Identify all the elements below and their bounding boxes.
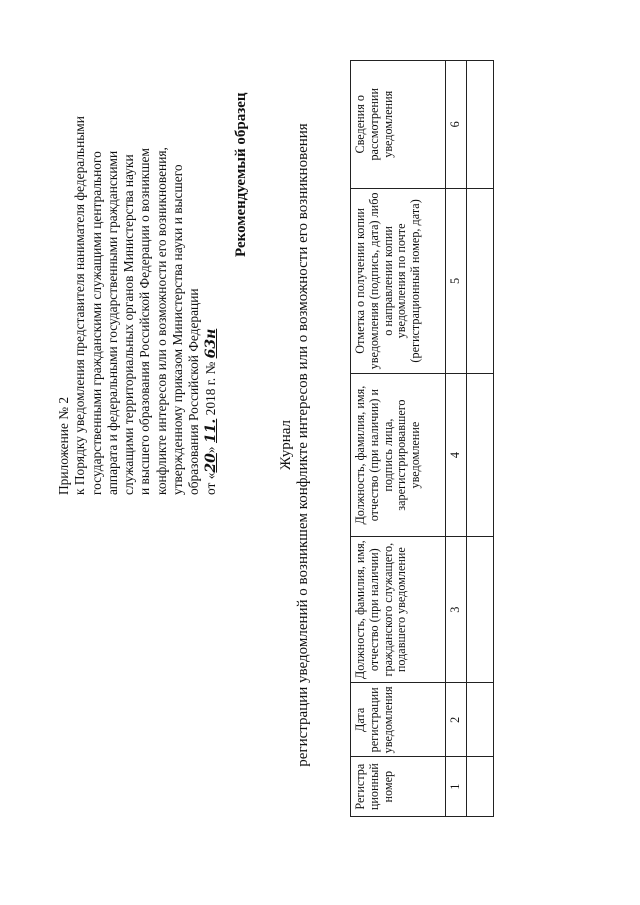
journal-heading xyxy=(278,45,312,845)
appendix-line: служащими территориальных органов Министерства науки xyxy=(121,154,137,495)
table-cell xyxy=(466,683,493,757)
header-registration-number: Регистра ционный номер xyxy=(351,757,446,817)
header-registrar: Должность, фамилия, имя, отчество (при наличии) и подпись лица, зарегистрировавшего уведомление xyxy=(351,374,446,537)
table-header-row xyxy=(351,61,446,817)
order-date-line xyxy=(203,65,219,495)
table-cell xyxy=(466,188,493,374)
date-year: 2018 г. № xyxy=(202,358,218,419)
table-cell xyxy=(466,536,493,682)
table-cell xyxy=(466,757,493,817)
appendix-line: конфликте интересов или о возможности его возникновения, xyxy=(153,147,169,495)
appendix-line: утвержденному приказом Министерства науки и высшего xyxy=(170,164,186,495)
header-employee: Должность, фамилия, имя, отчество (при наличии) гражданского служащего, подавшего уведомление xyxy=(351,536,446,682)
column-number: 3 xyxy=(446,536,467,682)
column-number: 1 xyxy=(446,757,467,817)
journal-title: Журнал xyxy=(278,420,294,471)
appendix-line: и высшего образования Российской Федерации о возникшем xyxy=(137,148,153,495)
recommended-sample-label: Рекомендуемый образец xyxy=(233,92,249,257)
header-registration-date: Дата регистрации уведомления xyxy=(351,683,446,757)
order-number-handwritten: 63н xyxy=(202,328,219,359)
table-cell xyxy=(466,374,493,537)
column-number: 5 xyxy=(446,188,467,374)
date-day-handwritten: 20 xyxy=(202,453,219,473)
date-mid: » xyxy=(202,443,218,454)
appendix-line: государственными гражданскими служащими центрального xyxy=(88,151,104,495)
date-prefix: от « xyxy=(202,472,218,495)
appendix-line: аппарата и федеральными государственными гражданскими xyxy=(104,150,120,495)
table-cell xyxy=(466,61,493,189)
header-consideration: Сведения о рассмотрении уведомления xyxy=(351,61,446,189)
journal-subtitle: регистрации уведомлений о возникшем конфликте интересов или о возможности его возникновения xyxy=(295,123,311,767)
appendix-line: к Порядку уведомления представителя нанимателя федеральными xyxy=(72,116,88,495)
header-copy-receipt: Отметка о получении копии уведомления (подпись, дата) либо о направлении копии уведомления по почте (регистрационный номер, дата) xyxy=(351,188,446,374)
column-number: 6 xyxy=(446,61,467,189)
column-number: 4 xyxy=(446,374,467,537)
appendix-line: Приложение № 2 xyxy=(56,396,71,495)
appendix-line: образования Российской Федерации xyxy=(186,288,202,495)
appendix-block xyxy=(56,65,219,495)
journal-table xyxy=(350,60,494,817)
table-number-row xyxy=(446,61,467,817)
table-row xyxy=(466,61,493,817)
date-month-handwritten: 11. xyxy=(202,418,219,444)
column-number: 2 xyxy=(446,683,467,757)
